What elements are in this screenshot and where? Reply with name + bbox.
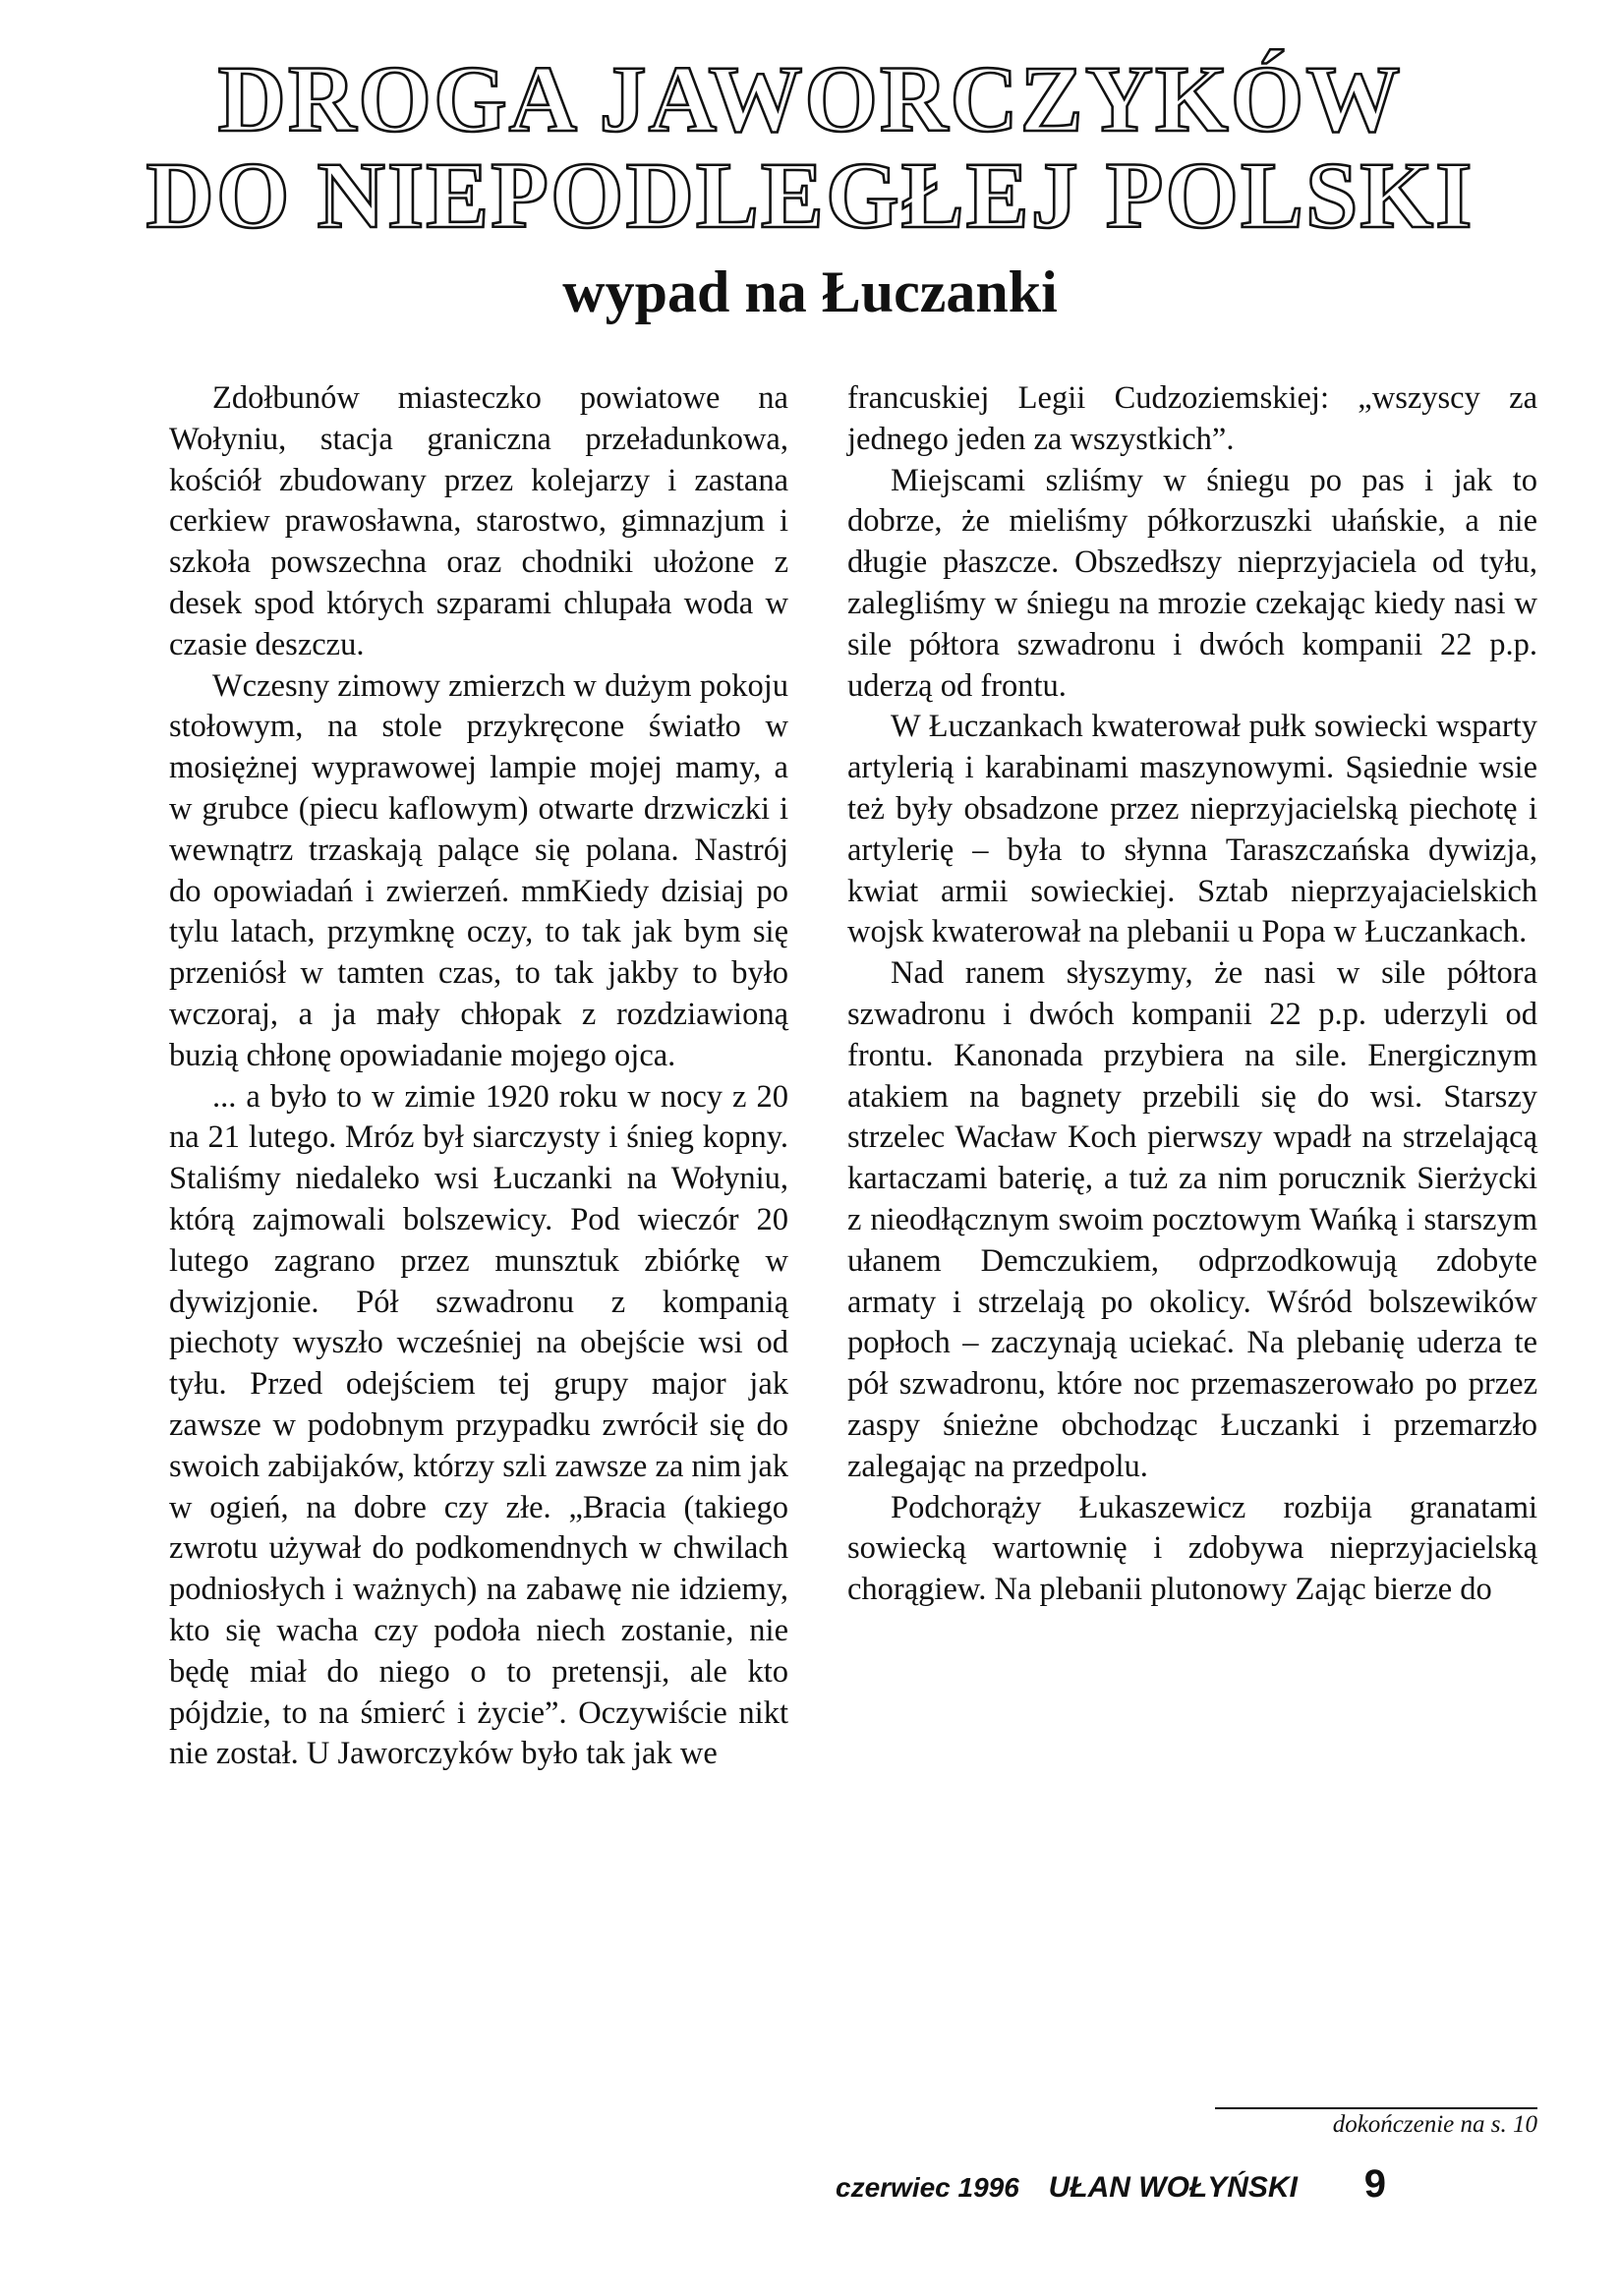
- article-title: [0, 46, 1620, 248]
- paragraph: W Łuczankach kwaterował pułk sowiecki wsparty artylerią i karabinami maszynowymi. Sąsiednie wsie też były obsadzone przez nieprzyjacielską piechotę i artylerię – była to słynna Taraszczańska dywizja, kwiat armii sowieckiej. Sztab nieprzyajacielskich wojsk kwaterował na plebanii u Popa w Łuczankach.: [847, 709, 1537, 950]
- article-title-line-1: DROGA JAWORCZYKÓW: [217, 46, 1403, 151]
- continuation-note: dokończenie na s. 10: [1215, 2107, 1537, 2139]
- page-number: 9: [1363, 2162, 1386, 2206]
- paragraph: Podchorąży Łukaszewicz rozbija granatami sowiecką wartownię i zdobywa nieprzyjacielską chorągiew. Na plebanii plutonowy Zając bierze do: [847, 1489, 1537, 1608]
- paragraph: Nad ranem słyszymy, że nasi w sile półtora szwadronu i dwóch kompanii 22 p.p. uderzyli od frontu. Kanonada przybiera na sile. Energicznym atakiem na bagnety przebili się do wsi. Starszy strzelec Wacław Koch pierwszy wpadł na strzelającą kartaczami baterię, a tuż za nim porucznik Sierżycki z nieodłącznym swoim pocztowym Wańką i starszym ułanem Demczukiem, odprzodkowują zdobyte armaty i strzelają po okolicy. Wśród bolszewików popłoch – zaczynają uciekać. Na plebanię uderza te pół szwadronu, które noc przemaszerowało po przez zaspy śnieżne obchodząc Łuczanki i przemarzło zalegając na przedpolu.: [847, 955, 1537, 1484]
- article-title-line-2: DO NIEPODLEGŁEJ POLSKI: [145, 143, 1475, 248]
- article-subtitle: wypad na Łuczanki: [562, 259, 1058, 324]
- right-column: [847, 378, 1537, 1611]
- page-footer: [836, 2164, 1553, 2208]
- paragraph: Miejscami szliśmy w śniegu po pas i jak to dobrze, że mieliśmy półkorzuszki ułańskie, a nie długie płaszcze. Obszedłszy nieprzyjaciela od tyłu, zalegliśmy w śniegu na mrozie czekając kiedy nasi w sile półtora szwadronu i dwóch kompanii 22 p.p. uderzą od frontu.: [847, 462, 1537, 704]
- paragraph: Wczesny zimowy zmierzch w dużym pokoju stołowym, na stole przykręcone światło w mosiężnej wyprawowej lampie mojej mamy, a w grubce (piecu kaflowym) otwarte drzwiczki i wewnątrz trzaskają palące się polana. Nastrój do opowiadań i zwierzeń. mmKiedy dzisiaj po tylu latach, przymknę oczy, to tak jak bym się przeniósł w tamten czas, to tak jakby to było wczoraj, a ja mały chłopak z rozdziawioną buzią chłonę opowiadanie mojego ojca.: [169, 667, 788, 1073]
- issue-date: czerwiec 1996: [836, 2172, 1019, 2203]
- left-column: [169, 378, 788, 1775]
- paragraph: ... a było to w zimie 1920 roku w nocy z 20 na 21 lutego. Mróz był siarczysty i śnieg kopny. Staliśmy niedaleko wsi Łuczanki na Wołyniu, którą zajmowali bolszewicy. Pod wieczór 20 lutego zagrano przez munsztuk zbiórkę w dywizjonie. Pół szwadronu z kompanią piechoty wyszło wcześniej na obejście wsi od tyłu. Przed odejściem tej grupy major jak zawsze w podobnym przypadku zwrócił się do swoich zabijaków, którzy szli zawsze za nim jak w ogień, na dobre czy złe. „Bracia (takiego zwrotu używał do podkomendnych w chwilach podniosłych i ważnych) na zabawę nie idziemy, kto się wacha czy podoła niech zostanie, nie będę miał do niego o to pretensji, ale kto pójdzie, to na śmierć i życie”. Oczywiście nikt nie został. U Jaworczyków było tak jak we: [169, 1078, 788, 1772]
- paragraph: francuskiej Legii Cudzoziemskiej: „wszyscy za jednego jeden za wszystkich”.: [847, 380, 1537, 457]
- paragraph: Zdołbunów miasteczko powiatowe na Wołyniu, stacja graniczna przeładunkowa, kościół zbudowany przez kolejarzy i zastana cerkiew prawosławna, starostwo, gimnazjum i szkoła powszechna oraz chodniki ułożone z desek spod których szparami chlupała woda w czasie deszczu.: [169, 380, 788, 662]
- magazine-name: UŁAN WOŁYŃSKI: [1048, 2171, 1298, 2204]
